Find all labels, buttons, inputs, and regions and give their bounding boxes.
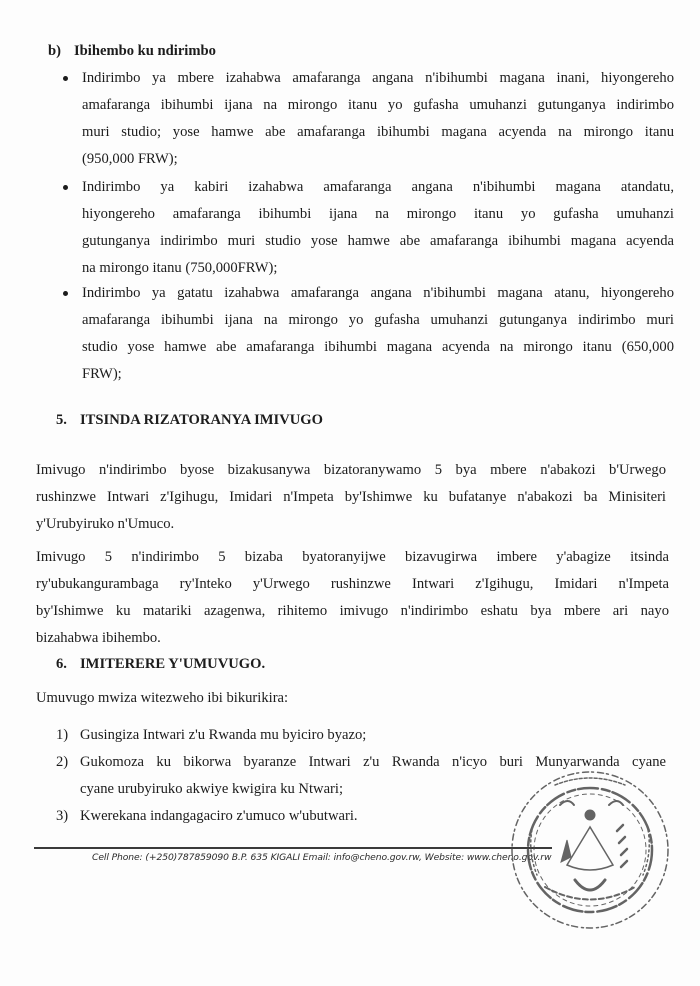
bullet-2-line-1: Indirimbo ya kabiri izahabwa amafaranga angana n'ibihumbi magana atandatu,: [82, 179, 674, 195]
footer-divider: [34, 847, 552, 849]
list-item-1-number: 1): [56, 727, 69, 743]
subsection-title: Ibihembo ku ndirimbo: [74, 43, 216, 59]
list-item-2-line-2: cyane urubyiruko akwiye kwigira ku Ntwari;: [80, 781, 344, 797]
bullet-2-line-2: hiyongereho amafaranga ibihumbi ijana na mirongo itanu yo gufasha umuhanzi: [82, 206, 674, 222]
list-item-1-text: Gusingiza Intwari z'u Rwanda mu byiciro byazo;: [80, 727, 367, 743]
bullet-icon: [63, 291, 68, 296]
footer-contact: Cell Phone: (+250)787859090 B.P. 635 KIGALI Email: info@cheno.gov.rw, Website: www.cheno.gov.rw: [92, 852, 552, 863]
section-5-title: ITSINDA RIZATORANYA IMIVUGO: [80, 412, 324, 428]
section-6-title: IMITERERE Y'UMUVUGO.: [80, 656, 266, 672]
bullet-icon: [63, 76, 68, 81]
list-item-2-line-1: Gukomoza ku bikorwa byaranze Intwari z'u Rwanda n'icyo buri Munyarwanda cyane: [80, 754, 666, 770]
list-item-3-text: Kwerekana indangagaciro z'umuco w'ubutwari.: [80, 808, 358, 824]
bullet-icon: [63, 185, 68, 190]
section-5-p1-line-2: rushinzwe Intwari z'Igihugu, Imidari n'Impeta by'Ishimwe ku bufatanye n'abakozi ba Minisiteri: [36, 489, 666, 505]
bullet-1-line-2: amafaranga ibihumbi ijana na mirongo itanu yo gufasha umuhanzi gutunganya indirimbo: [82, 97, 674, 113]
section-5-p2-line-3: by'Ishimwe ku matariki azagenwa, rihitemo imivugo n'indirimbo eshatu bya mbere ari nayo: [36, 603, 669, 619]
section-6-number: 6.: [56, 656, 67, 672]
bullet-3-line-3: studio yose hamwe abe amafaranga ibihumbi magana acyenda na mirongo itanu (650,000: [82, 339, 674, 355]
bullet-1-line-3: muri studio; yose hamwe abe amafaranga ibihumbi magana acyenda na mirongo itanu: [82, 124, 674, 140]
bullet-3-line-4: FRW);: [82, 366, 122, 382]
section-5-p1-line-1: Imivugo n'indirimbo byose bizakusanywa bizatoranywamo 5 bya mbere n'abakozi b'Urwego: [36, 462, 666, 478]
bullet-1-line-4: (950,000 FRW);: [82, 151, 178, 167]
section-6-intro: Umuvugo mwiza witezweho ibi bikurikira:: [36, 690, 289, 706]
list-item-3-number: 3): [56, 808, 69, 824]
section-5-number: 5.: [56, 412, 67, 428]
bullet-1-line-1: Indirimbo ya mbere izahabwa amafaranga angana n'ibihumbi magana inani, hiyongereho: [82, 70, 674, 86]
section-5-p2-line-2: ry'ubukangurambaga ry'Inteko y'Urwego rushinzwe Intwari z'Igihugu, Imidari n'Impeta: [36, 576, 669, 592]
section-5-p2-line-4: bizahabwa ibihembo.: [36, 630, 161, 646]
subsection-label: b): [48, 43, 61, 59]
bullet-2-line-3: gutunganya indirimbo muri studio yose hamwe abe amafaranga ibihumbi magana acyenda: [82, 233, 674, 249]
section-5-p2-line-1: Imivugo 5 n'indirimbo 5 bizaba byatoranyijwe bizavugirwa imbere y'abagize itsinda: [36, 549, 669, 565]
list-item-2-number: 2): [56, 754, 69, 770]
bullet-3-line-1: Indirimbo ya gatatu izahabwa amafaranga angana n'ibihumbi magana atanu, hiyongereho: [82, 285, 674, 301]
bullet-3-line-2: amafaranga ibihumbi ijana na mirongo yo gufasha umuhanzi gutunganya indirimbo muri: [82, 312, 674, 328]
section-5-p1-line-3: y'Urubyiruko n'Umuco.: [36, 516, 175, 532]
bullet-2-line-4: na mirongo itanu (750,000FRW);: [82, 260, 278, 276]
official-seal-icon: [505, 765, 675, 935]
